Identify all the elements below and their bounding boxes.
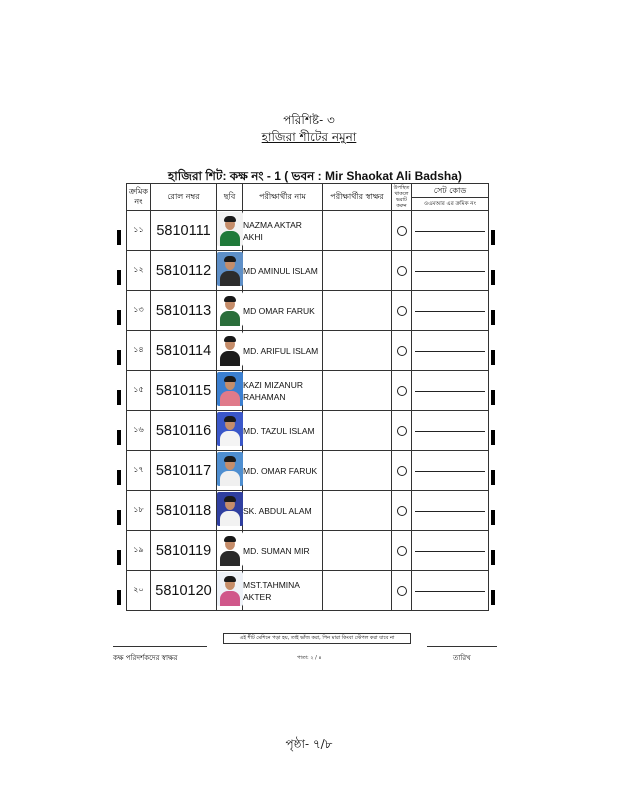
row-serial: ১৫ — [127, 371, 151, 411]
row-serial: ১৭ — [127, 451, 151, 491]
row-roll-number: 5810111 — [151, 211, 217, 251]
row-photo-cell — [217, 251, 243, 291]
setcode-entry-line[interactable] — [415, 551, 485, 552]
row-photo-cell — [217, 211, 243, 251]
row-signature-box[interactable] — [323, 371, 392, 411]
setcode-entry-line[interactable] — [415, 311, 485, 312]
row-serial: ১১ — [127, 211, 151, 251]
row-signature-box[interactable] — [323, 491, 392, 531]
registration-mark-left — [117, 510, 121, 525]
row-student-name: KAZI MIZANUR RAHAMAN — [243, 371, 323, 411]
header-setcode — [412, 184, 489, 211]
row-serial: ২০ — [127, 571, 151, 611]
header-setcode-label: সেট কোড — [412, 185, 488, 198]
table-header-row — [127, 184, 489, 211]
header-omr-serial: ওএমআর এর ক্রমিক নং — [424, 200, 476, 207]
document-subtitle: হাজিরা শীটের নমুনা — [261, 130, 357, 144]
registration-mark-left — [117, 590, 121, 605]
row-roll-number: 5810113 — [151, 291, 217, 331]
registration-mark-right — [491, 510, 495, 525]
student-photo — [217, 492, 243, 526]
student-photo — [217, 412, 243, 446]
present-bubble[interactable] — [397, 266, 407, 276]
table-row — [127, 451, 489, 491]
row-signature-box[interactable] — [323, 211, 392, 251]
registration-mark-left — [117, 470, 121, 485]
table-row — [127, 371, 489, 411]
machine-read-notice: এই শীট মেশিনে পড়া হয়, তাই ভাঁজ করা, পিন মারা কিংবা স্টেপল করা যাবে না — [223, 633, 411, 644]
row-roll-number: 5810115 — [151, 371, 217, 411]
date-line — [427, 646, 497, 647]
table-row — [127, 411, 489, 451]
header-present: উপস্থিত থাকলে ভরাট করুন — [392, 184, 412, 211]
table-row — [127, 291, 489, 331]
row-photo-cell — [217, 571, 243, 611]
header-roll: রোল নম্বর — [151, 184, 217, 211]
row-roll-number: 5810117 — [151, 451, 217, 491]
registration-mark-right — [491, 470, 495, 485]
row-photo-cell — [217, 331, 243, 371]
row-photo-cell — [217, 451, 243, 491]
row-setcode-cell — [412, 491, 489, 531]
row-student-name: MD. SUMAN MIR — [243, 531, 323, 571]
row-roll-number: 5810118 — [151, 491, 217, 531]
row-serial: ১৩ — [127, 291, 151, 331]
row-student-name: MST.TAHMINA AKTER — [243, 571, 323, 611]
student-photo — [217, 452, 243, 486]
date-label: তারিখ — [453, 654, 471, 662]
present-bubble[interactable] — [397, 466, 407, 476]
registration-mark-left — [117, 270, 121, 285]
table-row — [127, 491, 489, 531]
row-roll-number: 5810120 — [151, 571, 217, 611]
registration-mark-left — [117, 430, 121, 445]
registration-mark-left — [117, 230, 121, 245]
row-photo-cell — [217, 371, 243, 411]
setcode-entry-line[interactable] — [415, 271, 485, 272]
table-row — [127, 531, 489, 571]
row-present-bubble-cell — [392, 491, 412, 531]
student-photo — [217, 252, 243, 286]
row-roll-number: 5810119 — [151, 531, 217, 571]
row-photo-cell — [217, 291, 243, 331]
row-roll-number: 5810114 — [151, 331, 217, 371]
present-bubble[interactable] — [397, 386, 407, 396]
row-setcode-cell — [412, 211, 489, 251]
registration-mark-left — [117, 350, 121, 365]
row-serial: ১২ — [127, 251, 151, 291]
header-name: পরীক্ষার্থীর নাম — [243, 184, 323, 211]
row-student-name: MD AMINUL ISLAM — [243, 251, 323, 291]
present-bubble[interactable] — [397, 306, 407, 316]
header-serial: ক্রমিক নং — [127, 184, 151, 211]
row-photo-cell — [217, 531, 243, 571]
row-student-name: MD OMAR FARUK — [243, 291, 323, 331]
sheet-title: হাজিরা শিট: কক্ষ নং - 1 ( ভবন : Mir Shaokat Ali Badsha) — [168, 169, 462, 183]
row-photo-cell — [217, 491, 243, 531]
registration-mark-right — [491, 310, 495, 325]
invigilator-signature-label: কক্ষ পরিদর্শকদের স্বাক্ষর — [113, 654, 178, 662]
appendix-label: পরিশিষ্ট- ৩ — [283, 113, 335, 127]
header-photo: ছবি — [217, 184, 243, 211]
row-student-name: NAZMA AKTAR AKHI — [243, 211, 323, 251]
row-setcode-cell — [412, 451, 489, 491]
row-roll-number: 5810116 — [151, 411, 217, 451]
row-present-bubble-cell — [392, 211, 412, 251]
student-photo — [217, 572, 243, 606]
table-row — [127, 571, 489, 611]
setcode-entry-line[interactable] — [415, 231, 485, 232]
present-bubble[interactable] — [397, 426, 407, 436]
registration-mark-right — [491, 430, 495, 445]
row-setcode-cell — [412, 411, 489, 451]
student-photo — [217, 292, 243, 326]
row-present-bubble-cell — [392, 251, 412, 291]
row-present-bubble-cell — [392, 371, 412, 411]
row-serial: ১৪ — [127, 331, 151, 371]
registration-mark-right — [491, 590, 495, 605]
setcode-entry-line[interactable] — [415, 591, 485, 592]
row-signature-box[interactable] — [323, 531, 392, 571]
row-setcode-cell — [412, 371, 489, 411]
present-bubble[interactable] — [397, 546, 407, 556]
attendance-table — [126, 183, 489, 611]
registration-mark-left — [117, 390, 121, 405]
page-number: পৃষ্ঠা- ৭/৮ — [285, 737, 333, 751]
row-setcode-cell — [412, 251, 489, 291]
header-signature: পরীক্ষার্থীর স্বাক্ষর — [323, 184, 392, 211]
setcode-entry-line[interactable] — [415, 511, 485, 512]
registration-mark-right — [491, 230, 495, 245]
setcode-entry-line[interactable] — [415, 351, 485, 352]
present-bubble[interactable] — [397, 226, 407, 236]
row-photo-cell — [217, 411, 243, 451]
registration-mark-left — [117, 550, 121, 565]
row-present-bubble-cell — [392, 531, 412, 571]
row-student-name: MD. TAZUL ISLAM — [243, 411, 323, 451]
row-setcode-cell — [412, 531, 489, 571]
registration-mark-right — [491, 390, 495, 405]
row-present-bubble-cell — [392, 451, 412, 491]
table-row — [127, 331, 489, 371]
row-present-bubble-cell — [392, 291, 412, 331]
row-signature-box[interactable] — [323, 331, 392, 371]
present-bubble[interactable] — [397, 506, 407, 516]
row-present-bubble-cell — [392, 411, 412, 451]
invigilator-signature-line — [113, 646, 207, 647]
row-present-bubble-cell — [392, 331, 412, 371]
row-serial: ১৮ — [127, 491, 151, 531]
row-setcode-cell — [412, 571, 489, 611]
present-bubble[interactable] — [397, 586, 407, 596]
setcode-entry-line[interactable] — [415, 431, 485, 432]
student-photo — [217, 212, 243, 246]
row-signature-box[interactable] — [323, 411, 392, 451]
registration-mark-left — [117, 310, 121, 325]
present-bubble[interactable] — [397, 346, 407, 356]
student-photo — [217, 372, 243, 406]
registration-mark-right — [491, 550, 495, 565]
registration-mark-right — [491, 270, 495, 285]
setcode-entry-line[interactable] — [415, 471, 485, 472]
row-signature-box[interactable] — [323, 291, 392, 331]
row-student-name: MD. OMAR FARUK — [243, 451, 323, 491]
row-signature-box[interactable] — [323, 451, 392, 491]
row-signature-box[interactable] — [323, 571, 392, 611]
row-student-name: SK. ABDUL ALAM — [243, 491, 323, 531]
row-setcode-cell — [412, 291, 489, 331]
student-photo — [217, 532, 243, 566]
row-setcode-cell — [412, 331, 489, 371]
registration-mark-right — [491, 350, 495, 365]
row-student-name: MD. ARIFUL ISLAM — [243, 331, 323, 371]
row-present-bubble-cell — [392, 571, 412, 611]
table-row — [127, 211, 489, 251]
student-photo — [217, 332, 243, 366]
row-serial: ১৯ — [127, 531, 151, 571]
setcode-entry-line[interactable] — [415, 391, 485, 392]
row-roll-number: 5810112 — [151, 251, 217, 291]
row-serial: ১৬ — [127, 411, 151, 451]
table-row — [127, 251, 489, 291]
row-signature-box[interactable] — [323, 251, 392, 291]
sheet-page-label: পাতা: ২ / ৪ — [297, 655, 322, 661]
